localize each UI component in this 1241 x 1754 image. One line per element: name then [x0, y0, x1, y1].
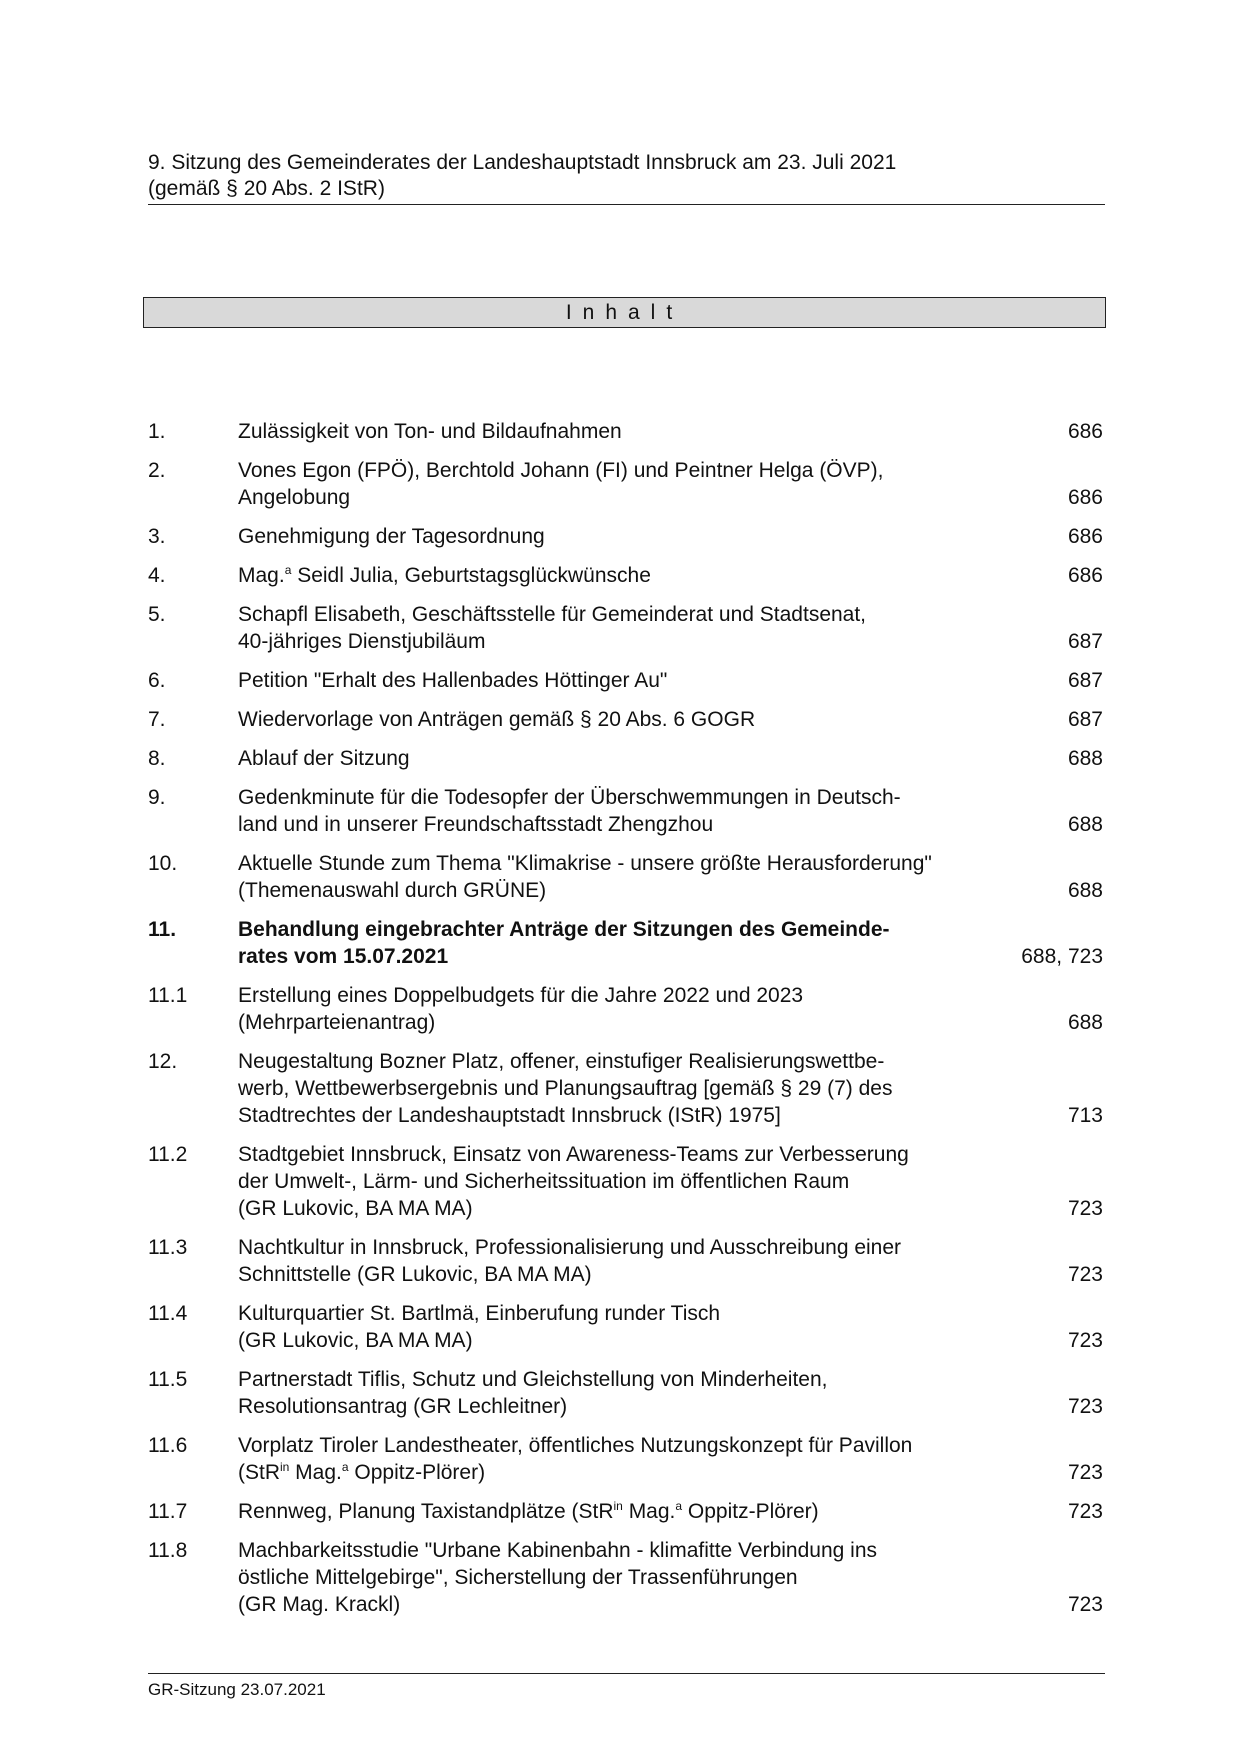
toc-entry-title-line: Schnittstelle (GR Lukovic, BA MA MA)	[238, 1263, 592, 1286]
header-title: 9. Sitzung des Gemeinderates der Landeshauptstadt Innsbruck am 23. Juli 2021	[148, 151, 897, 174]
toc-entry	[148, 1048, 1103, 1129]
toc-entry-title-line: Erstellung eines Doppelbudgets für die Jahre 2022 und 2023	[238, 984, 804, 1007]
toc-entry-title	[238, 457, 1023, 511]
toc-entry-number: 11.7	[148, 1500, 188, 1523]
toc-entry	[148, 667, 1103, 694]
toc-entry-title	[238, 850, 1023, 904]
toc-entry-title	[238, 1141, 1023, 1222]
toc-entry-title-line: Stadtgebiet Innsbruck, Einsatz von Awareness-Teams zur Verbesserung	[238, 1143, 909, 1166]
toc-entry	[148, 850, 1103, 904]
toc-entry-page: 723	[1067, 1500, 1103, 1523]
toc-entry-page: 687	[1067, 630, 1103, 653]
toc-entry-title-line: Wiedervorlage von Anträgen gemäß § 20 Abs. 6 GOGR	[238, 708, 756, 731]
toc-entry-title-line: Resolutionsantrag (GR Lechleitner)	[238, 1395, 568, 1418]
toc-entry-title-line: Genehmigung der Tagesordnung	[238, 525, 545, 548]
toc-entry-title-line: (GR Lukovic, BA MA MA)	[238, 1329, 473, 1352]
toc-entry-number: 11.	[148, 918, 177, 941]
toc-entry	[148, 1234, 1103, 1288]
toc-entry-page: 686	[1067, 486, 1103, 509]
toc-entry-number: 6.	[148, 669, 166, 692]
toc-entry-title	[238, 1366, 1023, 1420]
toc-entry-title-line: Gedenkminute für die Todesopfer der Überschwemmungen in Deutsch-	[238, 786, 901, 809]
toc-entry	[148, 784, 1103, 838]
toc-entry-title-line: Aktuelle Stunde zum Thema "Klimakrise - unsere größte Herausforderung"	[238, 852, 932, 875]
toc-entry-number: 11.5	[148, 1368, 188, 1391]
toc-entry-title-line: Stadtrechtes der Landeshauptstadt Innsbruck (IStR) 1975]	[238, 1104, 781, 1127]
toc-entry-title-line: Machbarkeitsstudie "Urbane Kabinenbahn - klimafitte Verbindung ins	[238, 1539, 877, 1562]
toc-entry-title-line: Vorplatz Tiroler Landestheater, öffentliches Nutzungskonzept für Pavillon	[238, 1434, 913, 1457]
page-footer	[148, 1673, 1105, 1700]
toc-entry-title-line: 40-jähriges Dienstjubiläum	[238, 630, 486, 653]
toc-entry-page: 688	[1067, 813, 1103, 836]
footer-text: GR-Sitzung 23.07.2021	[148, 1680, 326, 1699]
toc-entry-title-line: der Umwelt-, Lärm- und Sicherheitssituation im öffentlichen Raum	[238, 1170, 850, 1193]
toc-entry-title-line: (Themenauswahl durch GRÜNE)	[238, 879, 547, 902]
toc-entry-title-line: Neugestaltung Bozner Platz, offener, einstufiger Realisierungswettbe-	[238, 1050, 885, 1073]
toc-entry	[148, 706, 1103, 733]
toc-entry-number: 5.	[148, 603, 166, 626]
toc-entry	[148, 601, 1103, 655]
toc-entry	[148, 916, 1103, 970]
toc-entry-page: 723	[1067, 1329, 1103, 1352]
toc-entry-title	[238, 1300, 1023, 1354]
toc-entry-title	[238, 667, 1023, 694]
toc-entry-title	[238, 1537, 1023, 1618]
toc-entry-title-line: östliche Mittelgebirge", Sicherstellung der Trassenführungen	[238, 1566, 798, 1589]
toc-entry-number: 11.3	[148, 1236, 188, 1259]
toc-entry-title	[238, 784, 1023, 838]
toc-entry	[148, 1537, 1103, 1618]
toc-entry-page: 687	[1067, 708, 1103, 731]
toc-entry	[148, 1141, 1103, 1222]
toc-entry-page: 723	[1067, 1197, 1103, 1220]
toc-entry-number: 3.	[148, 525, 166, 548]
toc-entry	[148, 1300, 1103, 1354]
toc-entry-number: 11.1	[148, 984, 188, 1007]
header-subtitle: (gemäß § 20 Abs. 2 IStR)	[148, 177, 385, 200]
toc-entry-number: 11.2	[148, 1143, 188, 1166]
toc-entry-title-line: Petition "Erhalt des Hallenbades Höttinger Au"	[238, 669, 668, 692]
toc-entry-number: 11.4	[148, 1302, 188, 1325]
toc-entry-title	[238, 706, 1023, 733]
toc-entry-page: 723	[1067, 1593, 1103, 1616]
toc-entry-page: 688	[1067, 879, 1103, 902]
toc-entry-title	[238, 982, 1023, 1036]
toc-entry-title	[238, 745, 1023, 772]
toc-entry-page: 723	[1067, 1461, 1103, 1484]
toc-entry-page: 688	[1067, 747, 1103, 770]
toc-entry-title-line: (StR$^{in}$ Mag.$^a$ Oppitz-Plörer)	[238, 1460, 486, 1484]
toc-entry-title-line: Nachtkultur in Innsbruck, Professionalisierung und Ausschreibung einer	[238, 1236, 902, 1259]
toc-entry-number: 2.	[148, 459, 166, 482]
toc-entry-page: 688, 723	[1021, 945, 1103, 968]
toc-entry-title-line: Ablauf der Sitzung	[238, 747, 410, 770]
toc-entry-title	[238, 1234, 1023, 1288]
toc-entry-title	[238, 916, 1021, 970]
toc-entry-title-line: (GR Lukovic, BA MA MA)	[238, 1197, 473, 1220]
toc-entry-page: 723	[1067, 1395, 1103, 1418]
toc-entry-title-line: Mag.$^a$ Seidl Julia, Geburtstagsglückwünsche	[238, 563, 651, 587]
table-of-contents	[148, 418, 1103, 1630]
toc-entry-title	[238, 1432, 1023, 1486]
toc-entry-page: 713	[1067, 1104, 1103, 1127]
toc-entry	[148, 523, 1103, 550]
toc-entry-title-line: rates vom 15.07.2021	[238, 945, 449, 968]
toc-entry-title-line: land und in unserer Freundschaftsstadt Zhengzhou	[238, 813, 714, 836]
toc-entry	[148, 1432, 1103, 1486]
toc-entry-number: 4.	[148, 564, 166, 587]
toc-entry-title	[238, 1048, 1023, 1129]
toc-entry-number: 11.8	[148, 1539, 188, 1562]
toc-entry-title-line: (GR Mag. Krackl)	[238, 1593, 401, 1616]
toc-entry-title-line: Vones Egon (FPÖ), Berchtold Johann (FI) und Peintner Helga (ÖVP),	[238, 459, 884, 482]
toc-entry-page: 687	[1067, 669, 1103, 692]
toc-entry-title-line: (Mehrparteienantrag)	[238, 1011, 436, 1034]
toc-entry-number: 10.	[148, 852, 178, 875]
toc-entry-page: 723	[1067, 1263, 1103, 1286]
toc-entry	[148, 562, 1103, 589]
toc-entry	[148, 1366, 1103, 1420]
toc-entry-title-line: werb, Wettbewerbsergebnis und Planungsauftrag [gemäß § 29 (7) des	[238, 1077, 893, 1100]
toc-entry-number: 11.6	[148, 1434, 188, 1457]
section-title: Inhalt	[565, 301, 684, 324]
toc-entry-number: 8.	[148, 747, 166, 770]
toc-entry	[148, 1498, 1103, 1525]
toc-entry-title-line: Behandlung eingebrachter Anträge der Sitzungen des Gemeinde-	[238, 918, 890, 941]
toc-entry-title-line: Rennweg, Planung Taxistandplätze (StR$^{in}$ Mag.$^a$ Oppitz-Plörer)	[238, 1499, 819, 1523]
toc-entry	[148, 982, 1103, 1036]
toc-entry-title	[238, 523, 1023, 550]
toc-entry-page: 686	[1067, 564, 1103, 587]
toc-entry-title-line: Zulässigkeit von Ton- und Bildaufnahmen	[238, 420, 622, 443]
toc-entry	[148, 418, 1103, 445]
section-title-box	[143, 297, 1106, 328]
toc-entry-title-line: Partnerstadt Tiflis, Schutz und Gleichstellung von Minderheiten,	[238, 1368, 828, 1391]
toc-entry-number: 9.	[148, 786, 166, 809]
toc-entry-page: 688	[1067, 1011, 1103, 1034]
toc-entry-number: 1.	[148, 420, 166, 443]
document-header	[148, 150, 1105, 205]
toc-entry	[148, 457, 1103, 511]
toc-entry-title-line: Kulturquartier St. Bartlmä, Einberufung runder Tisch	[238, 1302, 721, 1325]
toc-entry-page: 686	[1067, 525, 1103, 548]
toc-entry-number: 7.	[148, 708, 166, 731]
toc-entry-page: 686	[1067, 420, 1103, 443]
toc-entry-title	[238, 1498, 1023, 1525]
toc-entry-title-line: Angelobung	[238, 486, 351, 509]
toc-entry-title	[238, 418, 1023, 445]
toc-entry-title	[238, 562, 1023, 589]
toc-entry	[148, 745, 1103, 772]
toc-entry-title-line: Schapfl Elisabeth, Geschäftsstelle für Gemeinderat und Stadtsenat,	[238, 603, 867, 626]
toc-entry-title	[238, 601, 1023, 655]
toc-entry-number: 12.	[148, 1050, 178, 1073]
